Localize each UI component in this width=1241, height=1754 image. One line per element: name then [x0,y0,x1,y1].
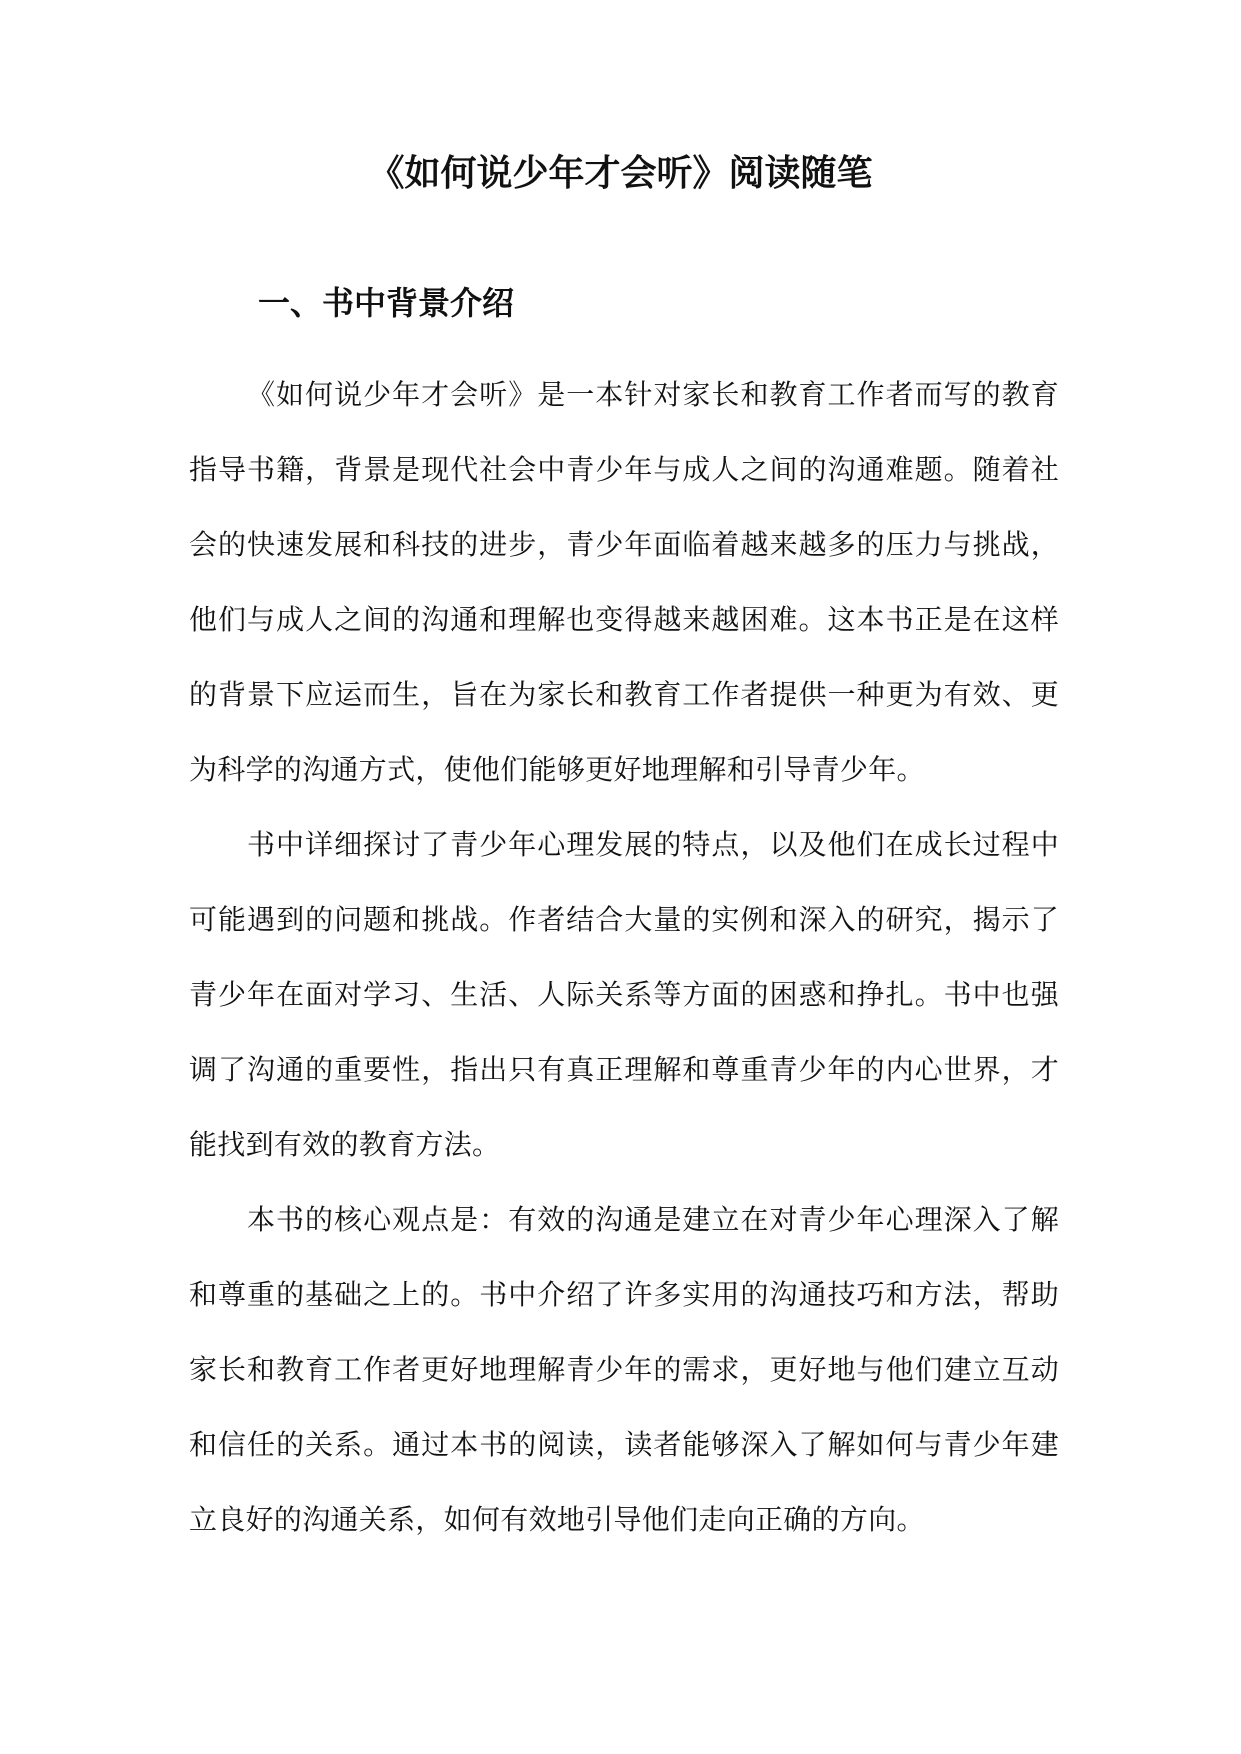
paragraph-3: 本书的核心观点是：有效的沟通是建立在对青少年心理深入了解和尊重的基础之上的。书中介绍了许多实用的沟通技巧和方法，帮助家长和教育工作者更好地理解青少年的需求，更好地与他们建立互动和信任的关系。通过本书的阅读，读者能够深入了解如何与青少年建立良好的沟通关系，如何有效地引导他们走向正确的方向。 [189,1203,1059,1536]
document-body [189,357,1059,1557]
document-title: 《如何说少年才会听》阅读随笔 [368,153,873,194]
paragraph-1: 《如何说少年才会听》是一本针对家长和教育工作者而写的教育指导书籍，背景是现代社会中青少年与成人之间的沟通难题。随着社会的快速发展和科技的进步，青少年面临着越来越多的压力与挑战，他们与成人之间的沟通和理解也变得越来越困难。这本书正是在这样的背景下应运而生，旨在为家长和教育工作者提供一种更为有效、更为科学的沟通方式，使他们能够更好地理解和引导青少年。 [189,378,1059,786]
section-heading: 一、书中背景介绍 [258,284,515,322]
paragraph-2: 书中详细探讨了青少年心理发展的特点，以及他们在成长过程中可能遇到的问题和挑战。作者结合大量的实例和深入的研究，揭示了青少年在面对学习、生活、人际关系等方面的困惑和挣扎。书中也强调了沟通的重要性，指出只有真正理解和尊重青少年的内心世界，才能找到有效的教育方法。 [189,828,1059,1161]
